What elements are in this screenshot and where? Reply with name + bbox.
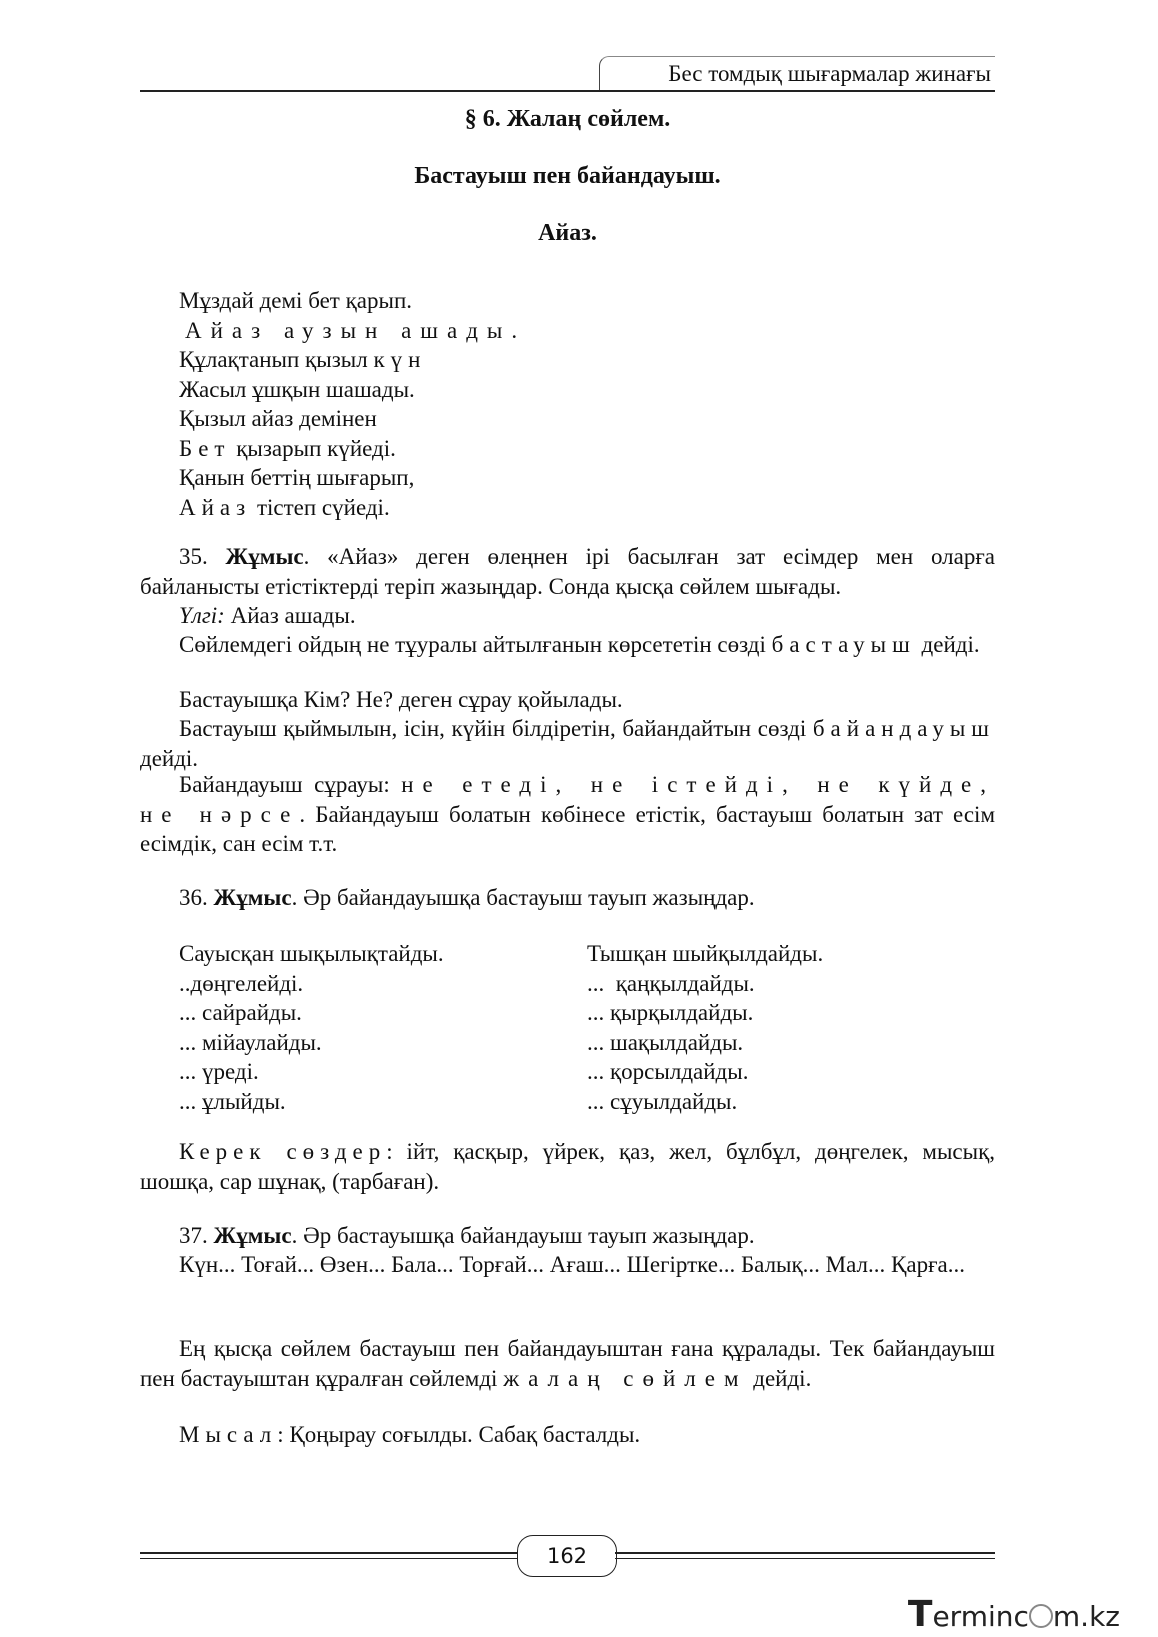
poem-line (179, 316, 526, 346)
magnifier-icon (1029, 1604, 1053, 1628)
exercise-number: 37. (179, 1223, 214, 1248)
paragraph-text: : ійт, қасқыр, үйрек, қаз, жел, бұлбұл, дөңгелек, мысық, шошқа, сар шұнақ, (тарбаған). (140, 1139, 995, 1194)
list-item: ... сайрайды. (179, 1000, 302, 1025)
exercise-label: Жұмыс (213, 1223, 292, 1248)
footer-rule-right-thin (615, 1558, 995, 1559)
paragraph-text: Бастауыш қыймылын, ісін, күйін білдіретін, байандайтын сөзді (179, 716, 813, 741)
list-item: ... сұуылдайды. (587, 1088, 738, 1114)
list-item: ... үреді. (179, 1059, 259, 1084)
spaced-term: жалаң сөйлем (503, 1365, 748, 1391)
sample-label: Үлгі: (179, 603, 225, 628)
sample-text: Айаз ашады. (224, 603, 356, 628)
spaced-term: байандауыш (812, 716, 995, 741)
poem-line (179, 434, 526, 464)
paragraph-text: : Қоңырау соғылды. Сабақ басталды. (277, 1422, 641, 1447)
exercise-text: . Әр байандауышқа бастауыш тауып жазыңдар. (291, 885, 755, 910)
watermark-text: m.kz (1052, 1600, 1120, 1633)
list-item: Сауысқан шықылықтайды. (179, 941, 444, 966)
paragraph-text: дейді. (915, 632, 980, 657)
poem-line: Жасыл ұшқын шашады. (179, 376, 415, 402)
exercise-37-words: Күн... Тоғай... Өзен... Бала... Торғай... Ағаш... Шегіртке... Балық... Мал... Қарға... (179, 1252, 965, 1277)
poem-text: Құлақтанып қызыл (179, 347, 374, 372)
poem-line (179, 345, 526, 375)
running-header (140, 48, 995, 92)
exercise-number: 35. (179, 544, 226, 569)
poem-line: Қызыл айаз демінен (179, 406, 377, 431)
spaced-word: күн (373, 347, 427, 372)
needed-words (140, 1137, 995, 1196)
exercise-36-left-column (179, 939, 444, 1116)
predicate-question (140, 770, 995, 859)
poem-title: Айаз. (538, 220, 597, 246)
paragraph-text: Ең қысқа сөйлем бастауыш пен байандауыштан ғана құралады. Тек байандауыш пен бастауыштан құралған сөйлемді (140, 1336, 995, 1391)
exercise-number: 36. (179, 885, 214, 910)
definition-subject (140, 630, 995, 660)
exercise-label: Жұмыс (225, 544, 304, 569)
section-subtitle: Бастауыш пен байандауыш. (414, 163, 721, 189)
exercise-35 (140, 542, 995, 601)
list-item: ... шақылдайды. (587, 1029, 744, 1055)
list-item: ... қорсылдайды. (587, 1059, 749, 1084)
poem-text: қызарып күйеді. (230, 435, 396, 461)
spaced-term: бастауыш (771, 632, 916, 657)
paragraph-text: . Байандауыш болатын көбінесе етістік, бастауыш болатын зат есім есімдік, сан есім т.т. (140, 801, 995, 856)
exercise-36 (140, 883, 995, 913)
header-rule (140, 90, 995, 92)
paragraph-text: дейді. (747, 1365, 812, 1391)
exercise-36-right-column (587, 939, 823, 1116)
footer-rule-left-thin (140, 1558, 517, 1559)
paragraph-text: Сөйлемдегі ойдың не тұуралы айтылғанын көрсететін сөзді (179, 632, 772, 657)
sample-line (140, 601, 995, 631)
exercise-label: Жұмыс (213, 885, 292, 910)
watermark-logo (908, 1594, 1120, 1635)
poem-line: Қанын беттің шығарып, (179, 465, 415, 490)
poem-line: Мұздай демі бет қарып. (179, 288, 412, 313)
watermark-text: c (1013, 1600, 1029, 1633)
closing-paragraph (140, 1334, 995, 1393)
paragraph-text: Байандауыш сұрауы: (179, 772, 402, 797)
subject-question: Бастауышқа Кім? Не? деген сұрау қойылады. (179, 687, 623, 712)
poem-line (179, 493, 526, 523)
exercise-text: . «Айаз» деген өлеңнен ірі басылған зат есімдер мен оларға байланысты етістіктерді теріп жазыңдар. Сонда қысқа сөйлем шығады. (140, 544, 995, 599)
watermark-text: T (907, 1594, 933, 1635)
list-item: ... ұлыйды. (179, 1088, 286, 1114)
spaced-term: Керек сөздер (179, 1139, 387, 1164)
list-item: Тышқан шыйқылдайды. (587, 941, 824, 966)
definition-predicate (140, 714, 995, 773)
list-item: ..дөңгелейді. (179, 970, 304, 996)
paragraph-text: дейді. (140, 745, 199, 771)
list-item: ... қаңқылдайды. (587, 970, 755, 996)
spaced-term: Мысал (179, 1422, 278, 1447)
section-title: § 6. Жалаң сөйлем. (464, 106, 671, 132)
poem (179, 286, 526, 522)
exercise-37 (140, 1221, 995, 1251)
list-item: ... мійаулайды. (179, 1029, 322, 1055)
book-title: Бес томдық шығармалар жинағы (668, 61, 991, 86)
poem-text: тістеп сүйеді. (251, 494, 390, 520)
spaced-word: Айаз аузын ашады. (185, 317, 527, 343)
spaced-word: Айаз (179, 494, 252, 520)
exercise-text: . Әр бастауышқа байандауыш тауып жазыңдар. (291, 1223, 755, 1248)
example-line (140, 1420, 995, 1450)
list-item: ... қырқылдайды. (587, 1000, 754, 1025)
spaced-word: Бет (179, 435, 231, 461)
page-number: 162 (517, 1535, 617, 1577)
footer-rule-left (140, 1552, 517, 1554)
page-footer (140, 1535, 995, 1575)
watermark-text: ermin (932, 1600, 1014, 1633)
footer-rule-right (615, 1552, 995, 1554)
spaced-term: не етеді, не істейді, не күйде, не нәрсе (140, 772, 995, 827)
